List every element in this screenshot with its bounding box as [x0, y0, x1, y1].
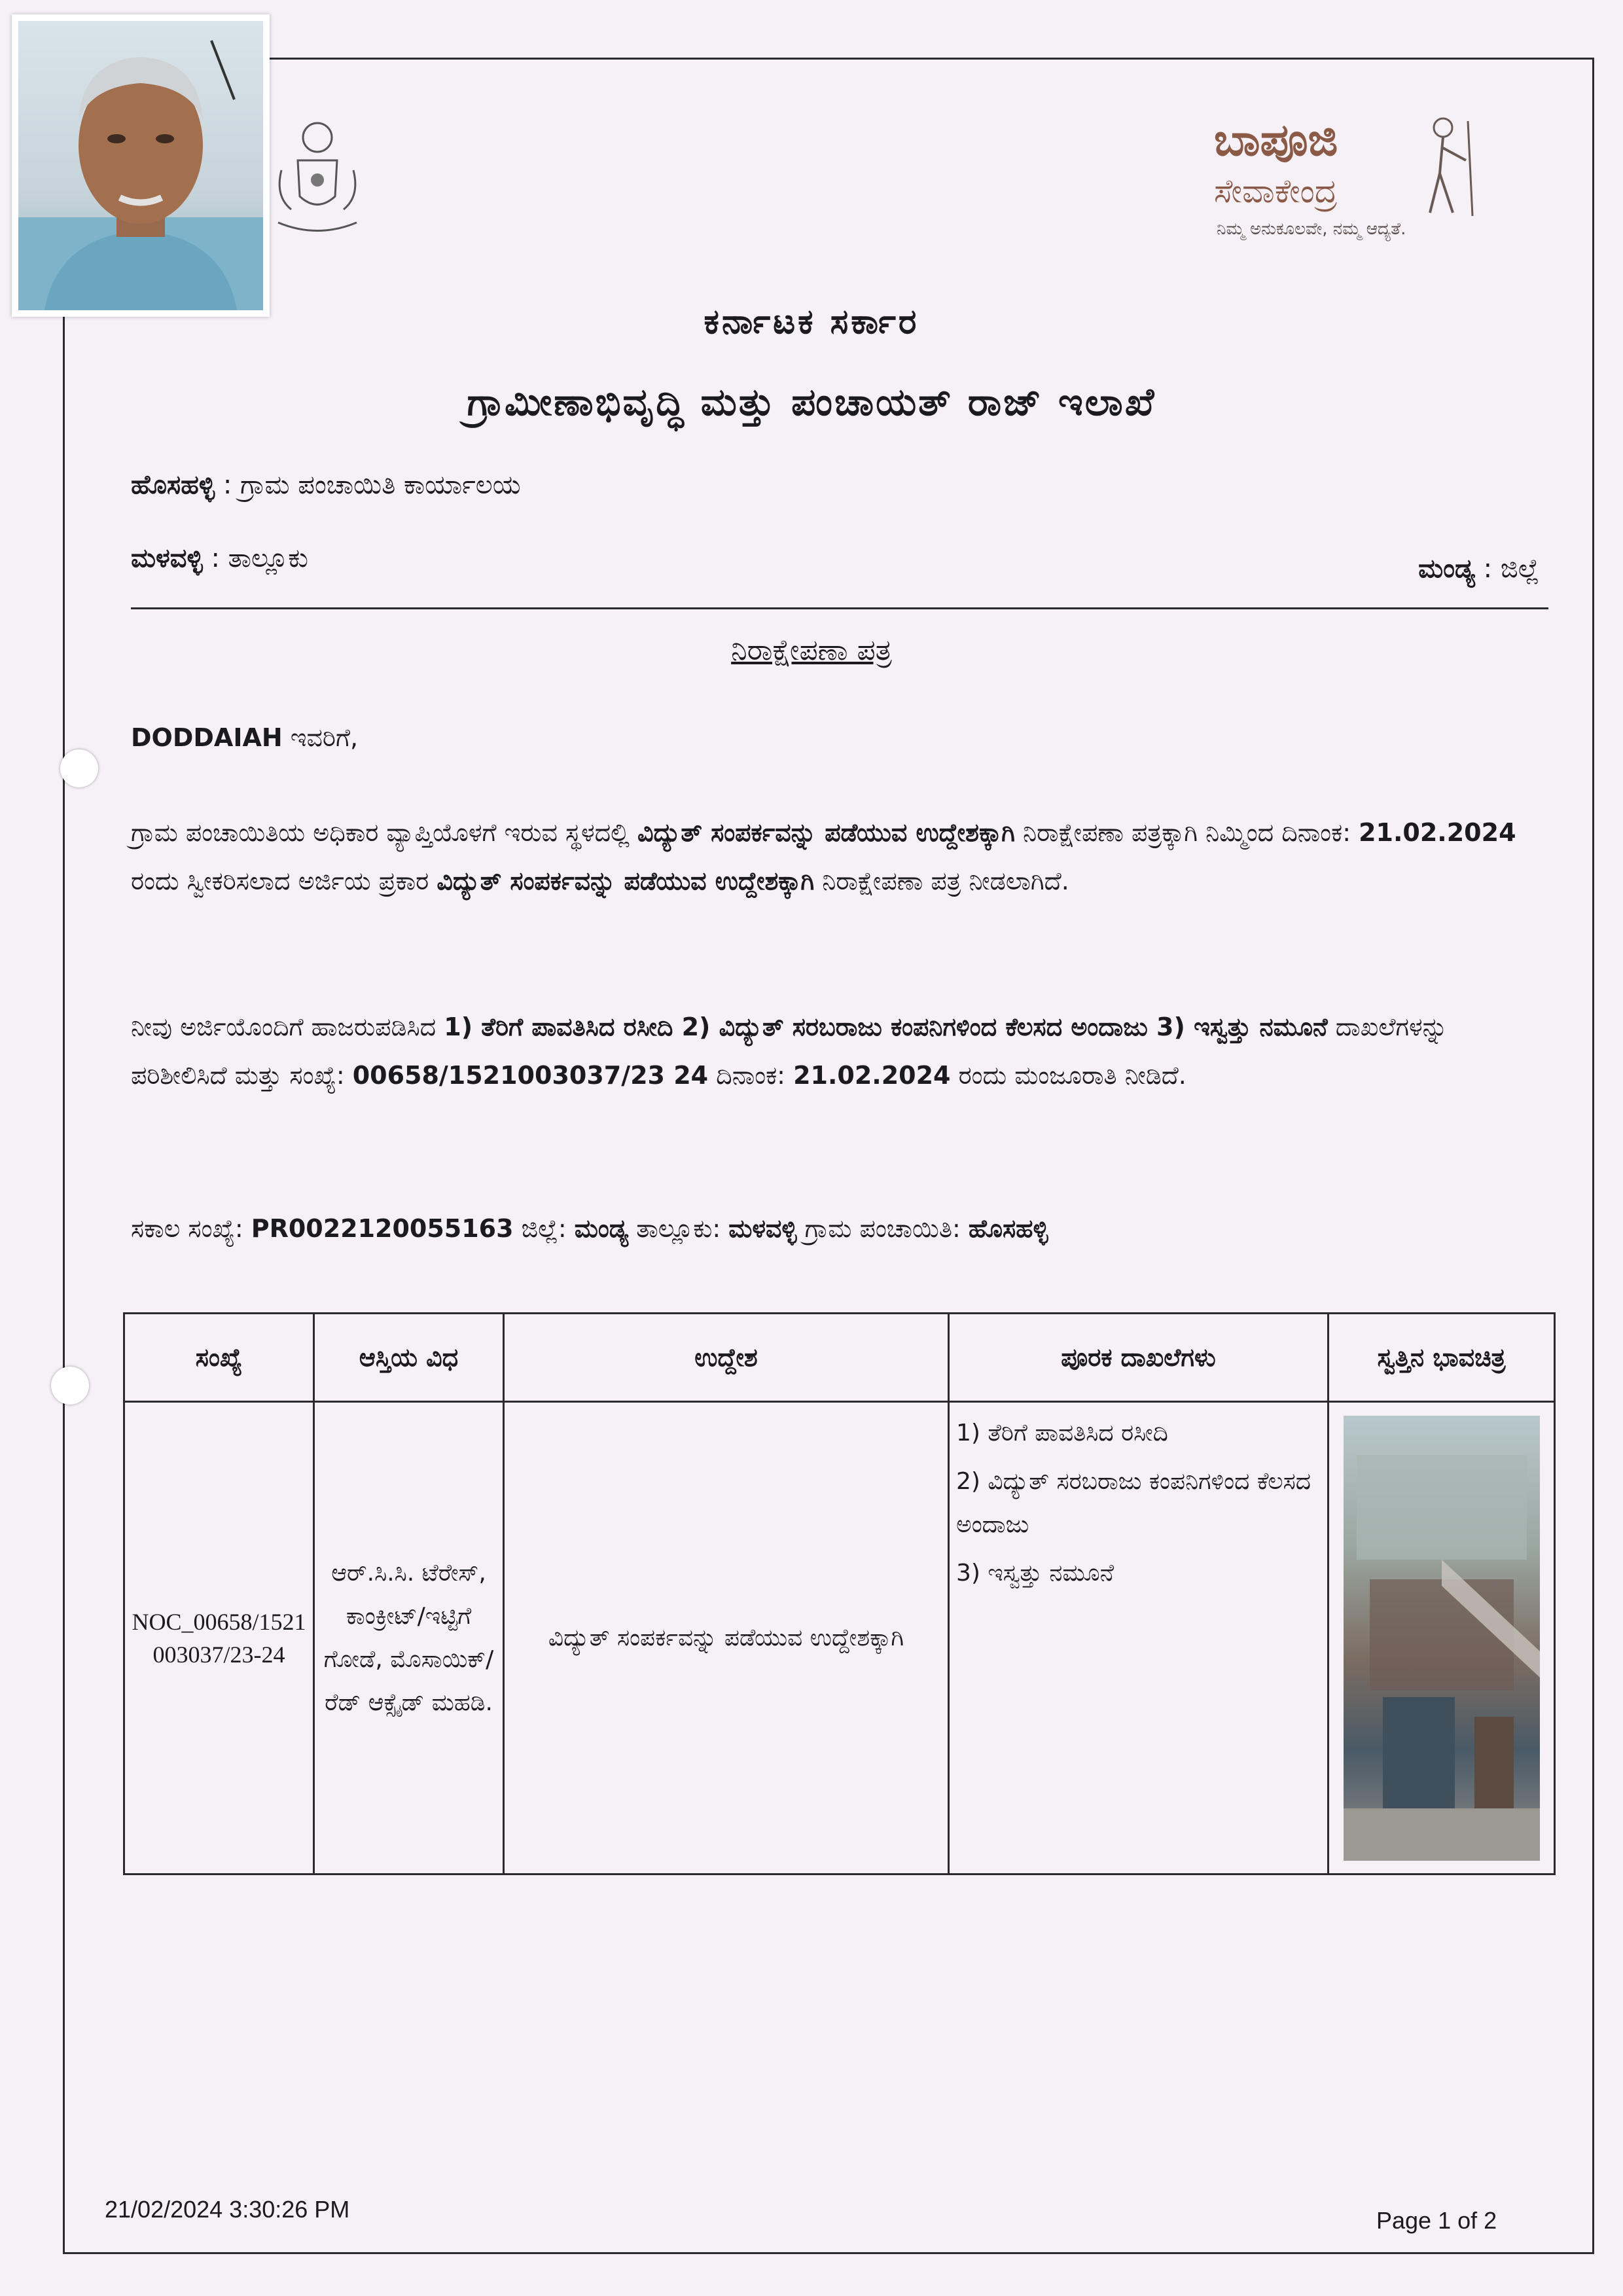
header-divider — [131, 607, 1548, 609]
header-purpose: ಉದ್ದೇಶ — [504, 1314, 949, 1402]
header-documents: ಪೂರಕ ದಾಖಲೆಗಳು — [949, 1314, 1329, 1402]
recipient-suffix: ಇವರಿಗೆ, — [282, 723, 359, 752]
district-line — [1418, 554, 1539, 584]
table-row — [124, 1402, 1555, 1874]
applicant-photo — [12, 14, 270, 317]
para1-text-f: ನಿರಾಕ್ಷೇಪಣಾ ಪತ್ರ ನೀಡಲಾಗಿದೆ. — [814, 867, 1069, 895]
government-title: ಕರ್ನಾಟಕ ಸರ್ಕಾರ — [704, 302, 919, 342]
taluk-label: : ತಾಲ್ಲೂಕು — [202, 543, 308, 573]
district-label: : ಜಿಲ್ಲೆ — [1474, 554, 1539, 584]
sakala-line — [131, 1204, 1551, 1253]
logo-title: ಬಾಪೂಜಿ — [1214, 115, 1338, 166]
para1-text-d: ರಂದು ಸ್ವೀಕರಿಸಲಾದ ಅರ್ಜಿಯ ಪ್ರಕಾರ — [131, 867, 437, 895]
para1-text-a: ಗ್ರಾಮ ಪಂಚಾಯಿತಿಯ ಅಧಿಕಾರ ವ್ಯಾಪ್ತಿಯೊಳಗೆ ಇರುವ ಸ್ಥಳದಲ್ಲಿ — [131, 818, 637, 847]
district-name: ಮಂಡ್ಯ — [1418, 554, 1475, 584]
para2-text-c: ದಾಖಲೆಗಳನ್ನು ಪರಿಶೀಲಿಸಿದೆ ಮತ್ತು ಸಂಖ್ಯೆ: — [131, 1013, 1448, 1090]
sakala-district: ಮಂಡ್ಯ — [574, 1214, 629, 1243]
para2-text-a: ನೀವು ಅರ್ಜಿಯೊಂದಿಗೆ ಹಾಜರುಪಡಿಸಿದ — [131, 1013, 444, 1041]
sakala-taluk: ಮಳವಳ್ಳಿ — [728, 1214, 797, 1243]
letter-subject: ನಿರಾಕ್ಷೇಪಣಾ ಪತ್ರ — [731, 634, 892, 667]
supporting-documents — [949, 1402, 1329, 1874]
bapuji-logo — [1214, 115, 1489, 259]
table-header-row — [124, 1314, 1555, 1402]
punch-hole — [51, 1367, 89, 1405]
sakala-number: PR0022120055163 — [251, 1214, 514, 1243]
para1-purpose: ವಿದ್ಯುತ್ ಸಂಪರ್ಕವನ್ನು ಪಡೆಯುವ ಉದ್ದೇಶಕ್ಕಾಗಿ — [637, 818, 1015, 847]
para1-text-c: ನಿರಾಕ್ಷೇಪಣಾ ಪತ್ರಕ್ಕಾಗಿ ನಿಮ್ಮಿಂದ ದಿನಾಂಕ: — [1014, 818, 1359, 847]
sakala-district-label: ಜಿಲ್ಲೆ: — [513, 1214, 575, 1243]
gandhi-figure-icon — [1410, 115, 1482, 219]
para1-date: 21.02.2024 — [1359, 818, 1516, 847]
document-item: 3) ಇಸ್ವತ್ತು ನಮೂನೆ — [956, 1560, 1115, 1587]
para2-text-e: ರಂದು ಮಂಜೂರಾತಿ ನೀಡಿದೆ. — [950, 1061, 1186, 1090]
header-property-photo: ಸ್ವತ್ತಿನ ಭಾವಚಿತ್ರ — [1329, 1314, 1555, 1402]
footer-page-number: Page 1 of 2 — [1376, 2207, 1497, 2234]
sakala-gp-label: ಗ್ರಾಮ ಪಂಚಾಯಿತಿ: — [796, 1214, 969, 1243]
department-title: ಗ್ರಾಮೀಣಾಭಿವೃದ್ಧಿ ಮತ್ತು ಪಂಚಾಯತ್ ರಾಜ್ ಇಲಾಖೆ — [467, 380, 1156, 424]
logo-tagline: ನಿಮ್ಮ ಅನುಕೂಲವೇ, ನಮ್ಮ ಆದ್ಯತೆ. — [1217, 219, 1406, 239]
salutation — [131, 713, 1551, 762]
paragraph-1 — [131, 808, 1551, 905]
para2-number: 00658/1521003037/23 24 — [352, 1061, 709, 1090]
para2-date: 21.02.2024 — [793, 1061, 951, 1090]
para2-documents: 1) ತೆರಿಗೆ ಪಾವತಿಸಿದ ರಸೀದಿ 2) ವಿದ್ಯುತ್ ಸರಬರಾಜು ಕಂಪನಿಗಳಿಂದ ಕೆಲಸದ ಅಂದಾಜು 3) ಇಸ್ವತ್ತು ನಮೂನೆ — [444, 1013, 1328, 1041]
panchayat-line — [131, 470, 521, 500]
purpose: ವಿದ್ಯುತ್ ಸಂಪರ್ಕವನ್ನು ಪಡೆಯುವ ಉದ್ದೇಶಕ್ಕಾಗಿ — [504, 1402, 949, 1874]
punch-hole — [60, 749, 98, 787]
panchayat-name: ಹೊಸಹಳ್ಳಿ — [131, 470, 215, 500]
paragraph-2 — [131, 1003, 1551, 1100]
header-property-type: ಆಸ್ತಿಯ ವಿಧ — [314, 1314, 504, 1402]
taluk-name: ಮಳವಳ್ಳಿ — [131, 543, 203, 573]
logo-subtitle: ಸೇವಾಕೇಂದ್ರ — [1214, 172, 1338, 210]
taluk-line — [131, 543, 308, 573]
recipient-name: DODDAIAH — [131, 723, 283, 752]
para2-text-d: ದಿನಾಂಕ: — [708, 1061, 794, 1090]
para1-purpose-2: ವಿದ್ಯುತ್ ಸಂಪರ್ಕವನ್ನು ಪಡೆಯುವ ಉದ್ದೇಶಕ್ಕಾಗಿ — [437, 867, 815, 895]
noc-number: NOC_00658/1521003037/23-24 — [124, 1402, 314, 1874]
sakala-gp: ಹೊಸಹಳ್ಳಿ — [968, 1214, 1048, 1243]
document-item: 2) ವಿದ್ಯುತ್ ಸರಬರಾಜು ಕಂಪನಿಗಳಿಂದ ಕೆಲಸದ ಅಂದಾಜು — [956, 1468, 1311, 1538]
property-photo-cell — [1329, 1402, 1555, 1874]
panchayat-label: : ಗ್ರಾಮ ಪಂಚಾಯಿತಿ ಕಾರ್ಯಾಲಯ — [215, 470, 521, 500]
footer-timestamp: 21/02/2024 3:30:26 PM — [105, 2196, 350, 2223]
header-number: ಸಂಖ್ಯೆ — [124, 1314, 314, 1402]
sakala-label: ಸಕಾಲ ಸಂಖ್ಯೆ: — [131, 1214, 251, 1243]
noc-table — [123, 1312, 1556, 1875]
document-item: 1) ತೆರಿಗೆ ಪಾವತಿಸಿದ ರಸೀದಿ — [956, 1420, 1168, 1446]
sakala-taluk-label: ತಾಲ್ಲೂಕು: — [628, 1214, 729, 1243]
karnataka-emblem-icon — [262, 98, 373, 242]
property-type: ಆರ್.ಸಿ.ಸಿ. ಟೆರೇಸ್, ಕಾಂಕ್ರೀಟ್/ಇಟ್ಟಿಗೆ ಗೋಡೆ, ಮೊಸಾಯಿಕ್/ರೆಡ್ ಆಕ್ಸೈಡ್ ಮಹಡಿ. — [314, 1402, 504, 1874]
property-photo — [1344, 1416, 1540, 1861]
